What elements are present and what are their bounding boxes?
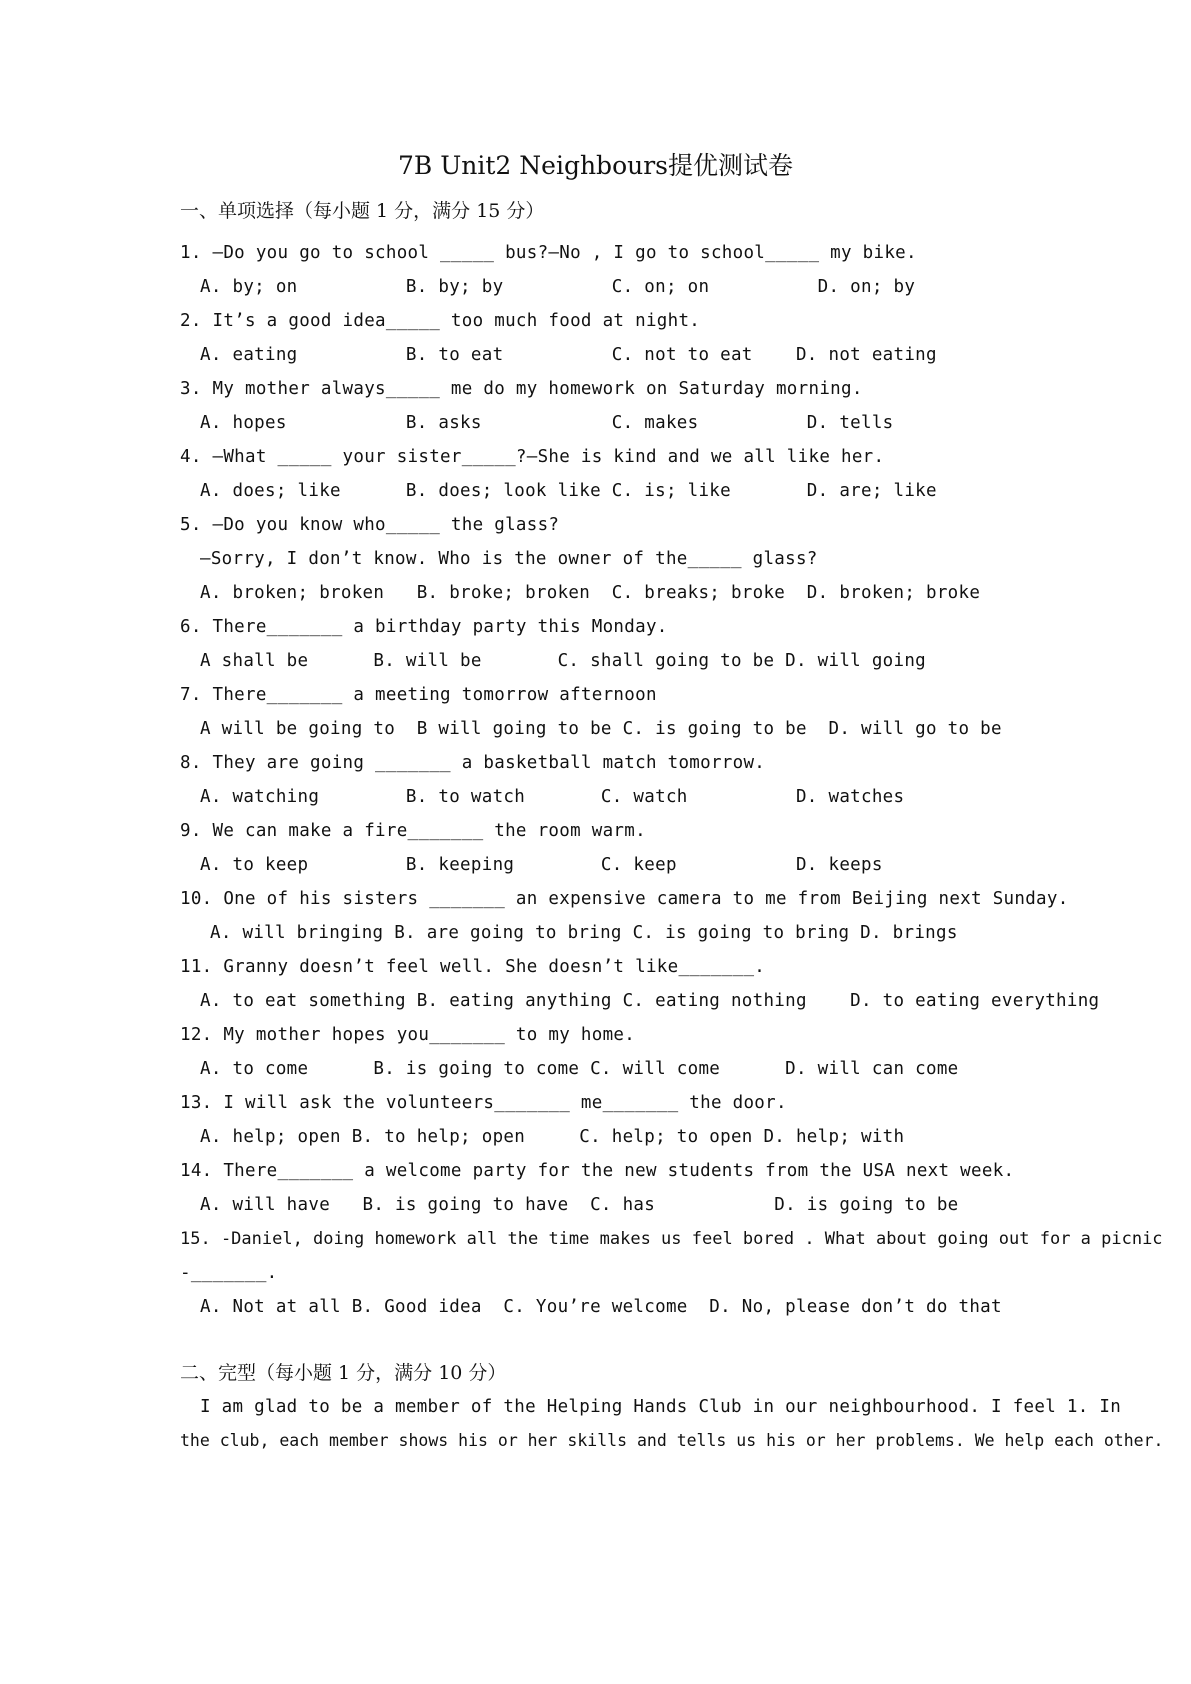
question-8: 8. They are going _______ a basketball match tomorrow. xyxy=(180,753,766,773)
question-10: 10. One of his sisters _______ an expensive camera to me from Beijing next Sunday. xyxy=(180,889,1069,909)
options-3: A. hopes B. asks C. makes D. tells xyxy=(200,413,894,433)
options-5: A. broken; broken B. broke; broken C. breaks; broke D. broken; broke xyxy=(200,583,981,603)
options-2: A. eating B. to eat C. not to eat D. not eating xyxy=(200,345,937,365)
options-14: A. will have B. is going to have C. has D. is going to be xyxy=(200,1195,959,1215)
options-7: A will be going to B will going to be C. is going to be D. will go to be xyxy=(200,719,1002,739)
options-12: A. to come B. is going to come C. will come D. will can come xyxy=(200,1059,959,1079)
options-10: A. will bringing B. are going to bring C. is going to bring D. brings xyxy=(210,923,958,943)
question-5: 5. —Do you know who_____ the glass? xyxy=(180,515,560,535)
question-15: 15. -Daniel, doing homework all the time makes us feel bored . What about going out for a picnic xyxy=(180,1229,1163,1249)
question-7: 7. There_______ a meeting tomorrow afternoon xyxy=(180,685,657,705)
question-3: 3. My mother always_____ me do my homework on Saturday morning. xyxy=(180,379,863,399)
question-5-reply: —Sorry, I don’t know. Who is the owner of the_____ glass? xyxy=(200,549,818,569)
question-4: 4. —What _____ your sister_____?—She is kind and we all like her. xyxy=(180,447,885,467)
question-2: 2. It’s a good idea_____ too much food at night. xyxy=(180,311,701,331)
question-9: 9. We can make a fire_______ the room warm. xyxy=(180,821,646,841)
options-15: A. Not at all B. Good idea C. You’re welcome D. No, please don’t do that xyxy=(200,1297,1002,1317)
section2-heading: 二、完型（每小题 1 分，满分 10 分） xyxy=(180,1362,507,1384)
options-4: A. does; like B. does; look like C. is; like D. are; like xyxy=(200,481,937,501)
options-9: A. to keep B. keeping C. keep D. keeps xyxy=(200,855,883,875)
options-1: A. by; on B. by; by C. on; on D. on; by xyxy=(200,277,916,297)
options-8: A. watching B. to watch C. watch D. watches xyxy=(200,787,905,807)
question-1: 1. —Do you go to school _____ bus?—No , I go to school_____ my bike. xyxy=(180,243,917,263)
section1-heading: 一、单项选择（每小题 1 分，满分 15 分） xyxy=(180,200,545,222)
question-15-reply: -_______. xyxy=(180,1263,278,1283)
cloze-passage-line-2: the club, each member shows his or her skills and tells us his or her problems. We help each other. xyxy=(180,1431,1164,1450)
question-12: 12. My mother hopes you_______ to my home. xyxy=(180,1025,636,1045)
question-6: 6. There_______ a birthday party this Monday. xyxy=(180,617,668,637)
question-11: 11. Granny doesn’t feel well. She doesn’t like_______. xyxy=(180,957,766,977)
options-6: A shall be B. will be C. shall going to be D. will going xyxy=(200,651,927,671)
cloze-passage-line-1: I am glad to be a member of the Helping Hands Club in our neighbourhood. I feel 1. In xyxy=(200,1397,1122,1417)
page-title: 7B Unit2 Neighbours提优测试卷 xyxy=(398,151,793,180)
options-11: A. to eat something B. eating anything C. eating nothing D. to eating everything xyxy=(200,991,1100,1011)
question-14: 14. There_______ a welcome party for the new students from the USA next week. xyxy=(180,1161,1015,1181)
options-13: A. help; open B. to help; open C. help; to open D. help; with xyxy=(200,1127,905,1147)
question-13: 13. I will ask the volunteers_______ me_______ the door. xyxy=(180,1093,787,1113)
